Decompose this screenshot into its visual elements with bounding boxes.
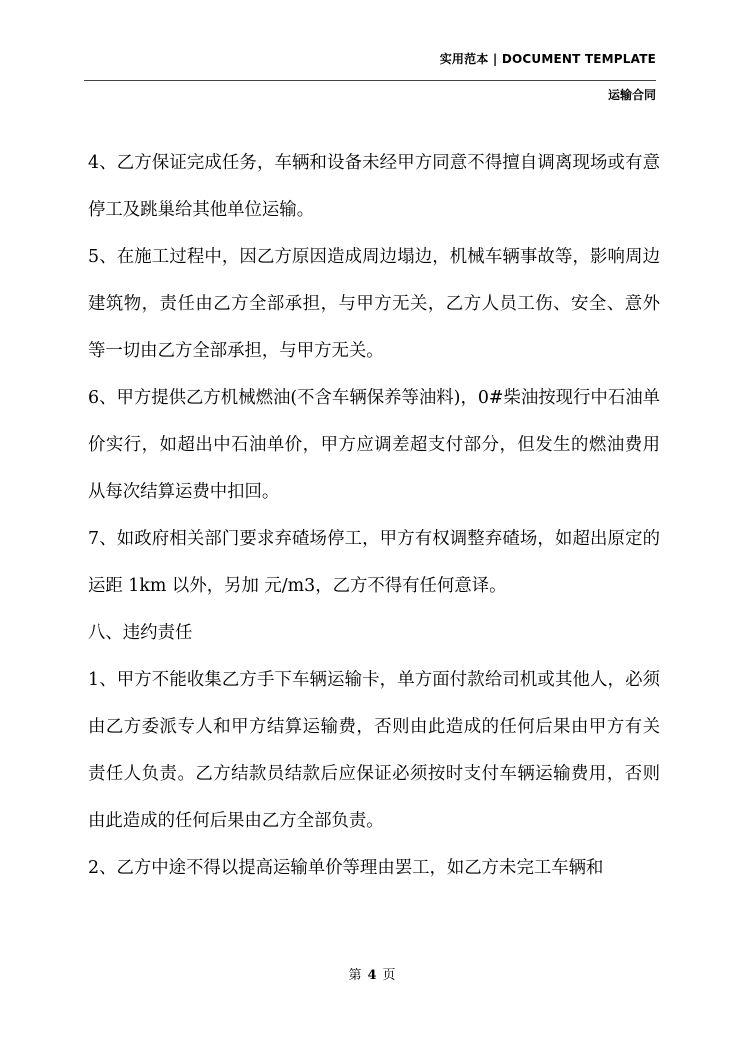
clause-6: 6、甲方提供乙方机械燃油(不含车辆保养等油料)，0#柴油按现行中石油单价实行，如超出中石油单价，甲方应调差超支付部分，但发生的燃油费用从每次结算运费中扣回。 xyxy=(88,388,660,502)
page-prefix: 第 xyxy=(348,968,362,983)
header-divider xyxy=(84,80,656,81)
breach-clause-2: 2、乙方中途不得以提高运输单价等理由罢工，如乙方未完工车辆和 xyxy=(88,858,604,878)
clause-7: 7、如政府相关部门要求弃碴场停工，甲方有权调整弃碴场，如超出原定的运距 1km 以外，另加 元/m3，乙方不得有任何意译。 xyxy=(88,529,660,596)
page-footer xyxy=(0,964,744,983)
header-title: 实用范本 | DOCUMENT TEMPLATE xyxy=(439,52,656,66)
breach-clause-1: 1、甲方不能收集乙方手下车辆运输卡，单方面付款给司机或其他人，必须由乙方委派专人和甲方结算运输费，否则由此造成的任何后果由甲方有关责任人负责。乙方结款员结款后应保证必须按时支付车辆运输费用，否则由此造成的任何后果由乙方全部负责。 xyxy=(88,670,660,831)
document-body xyxy=(88,140,660,892)
section-heading-breach: 八、违约责任 xyxy=(88,623,193,643)
page-suffix: 页 xyxy=(382,968,396,983)
header-subtitle: 运输合同 xyxy=(607,88,656,102)
clause-5: 5、在施工过程中，因乙方原因造成周边塌边，机械车辆事故等，影响周边建筑物，责任由乙方全部承担，与甲方无关，乙方人员工伤、安全、意外等一切由乙方全部承担，与甲方无关。 xyxy=(88,247,660,361)
page-number: 4 xyxy=(367,968,377,983)
clause-4: 4、乙方保证完成任务，车辆和设备未经甲方同意不得擅自调离现场或有意停工及跳巢给其他单位运输。 xyxy=(88,153,660,220)
